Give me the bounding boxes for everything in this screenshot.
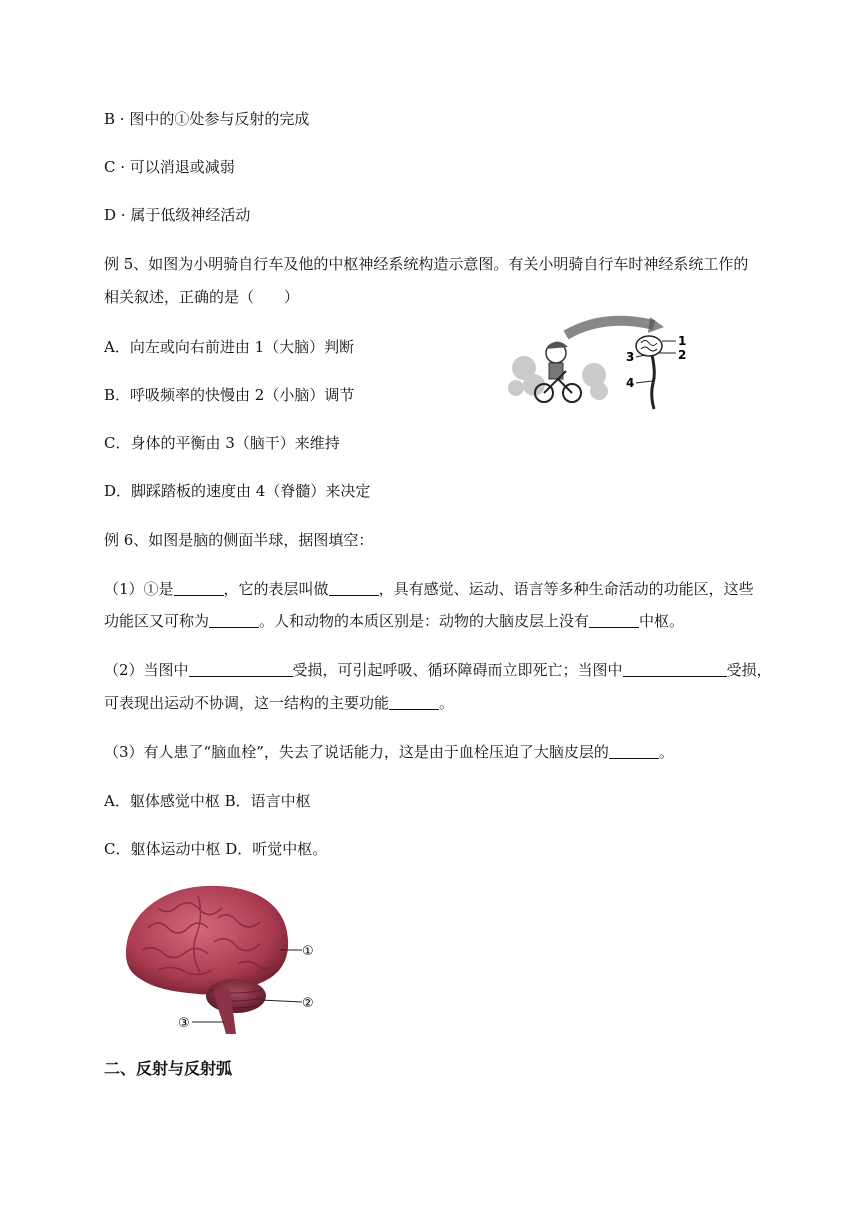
ex5-stem-line2: 相关叙述，正确的是（ ） <box>104 288 300 306</box>
fig2-label-3: ③ <box>178 1016 190 1031</box>
ex6-choices-2: C．躯体运动中枢 D．听觉中枢。 <box>104 840 328 858</box>
cyclist-cns-figure <box>504 313 720 413</box>
ex6-q2-line2: 可表现出运动不协调，这一结构的主要功能 。 <box>104 694 455 712</box>
option-d: D · 属于低级神经活动 <box>104 206 251 224</box>
fig2-label-2: ② <box>302 996 314 1011</box>
fig1-label-3: 3 <box>626 350 635 364</box>
section-heading: 二、反射与反射弧 <box>104 1059 233 1078</box>
fig2-label-1: ① <box>302 944 314 959</box>
ex5-option-b: B．呼吸频率的快慢由 2（小脑）调节 <box>104 386 355 404</box>
brain-lateral-figure <box>118 878 328 1038</box>
ex5-option-c: C．身体的平衡由 3（脑干）来维持 <box>104 434 340 452</box>
ex6-choices-1: A．躯体感觉中枢 B．语言中枢 <box>104 792 311 810</box>
ex5-option-a: A．向左或向右前进由 1（大脑）判断 <box>104 338 355 356</box>
ex5-option-d: D．脚踩踏板的速度由 4（脊髓）来决定 <box>104 482 371 500</box>
fig1-label-1: 1 <box>678 334 687 348</box>
fig1-label-4: 4 <box>626 376 635 390</box>
option-b: B · 图中的①处参与反射的完成 <box>104 110 310 128</box>
ex6-q1-line1: （1）①是 ，它的表层叫做 ，具有感觉、运动、语言等多种生命活动的功能区，这些 <box>104 580 754 598</box>
ex6-q1-line2: 功能区又可称为 。人和动物的本质区别是：动物的大脑皮层上没有 中枢。 <box>104 612 685 630</box>
ex6-q3: （3）有人患了“脑血栓”，失去了说话能力，这是由于血栓压迫了大脑皮层的 。 <box>104 743 674 761</box>
ex6-q2-line1: （2）当图中 受损，可引起呼吸、循环障碍而立即死亡；当图中 受损， <box>104 661 772 679</box>
ex5-stem-line1: 例 5、如图为小明骑自行车及他的中枢神经系统构造示意图。有关小明骑自行车时神经系统工作的 <box>104 255 749 273</box>
option-c: C · 可以消退或减弱 <box>104 158 235 176</box>
ex6-stem: 例 6、如图是脑的侧面半球，据图填空： <box>104 531 374 549</box>
fig1-label-2: 2 <box>678 348 687 362</box>
